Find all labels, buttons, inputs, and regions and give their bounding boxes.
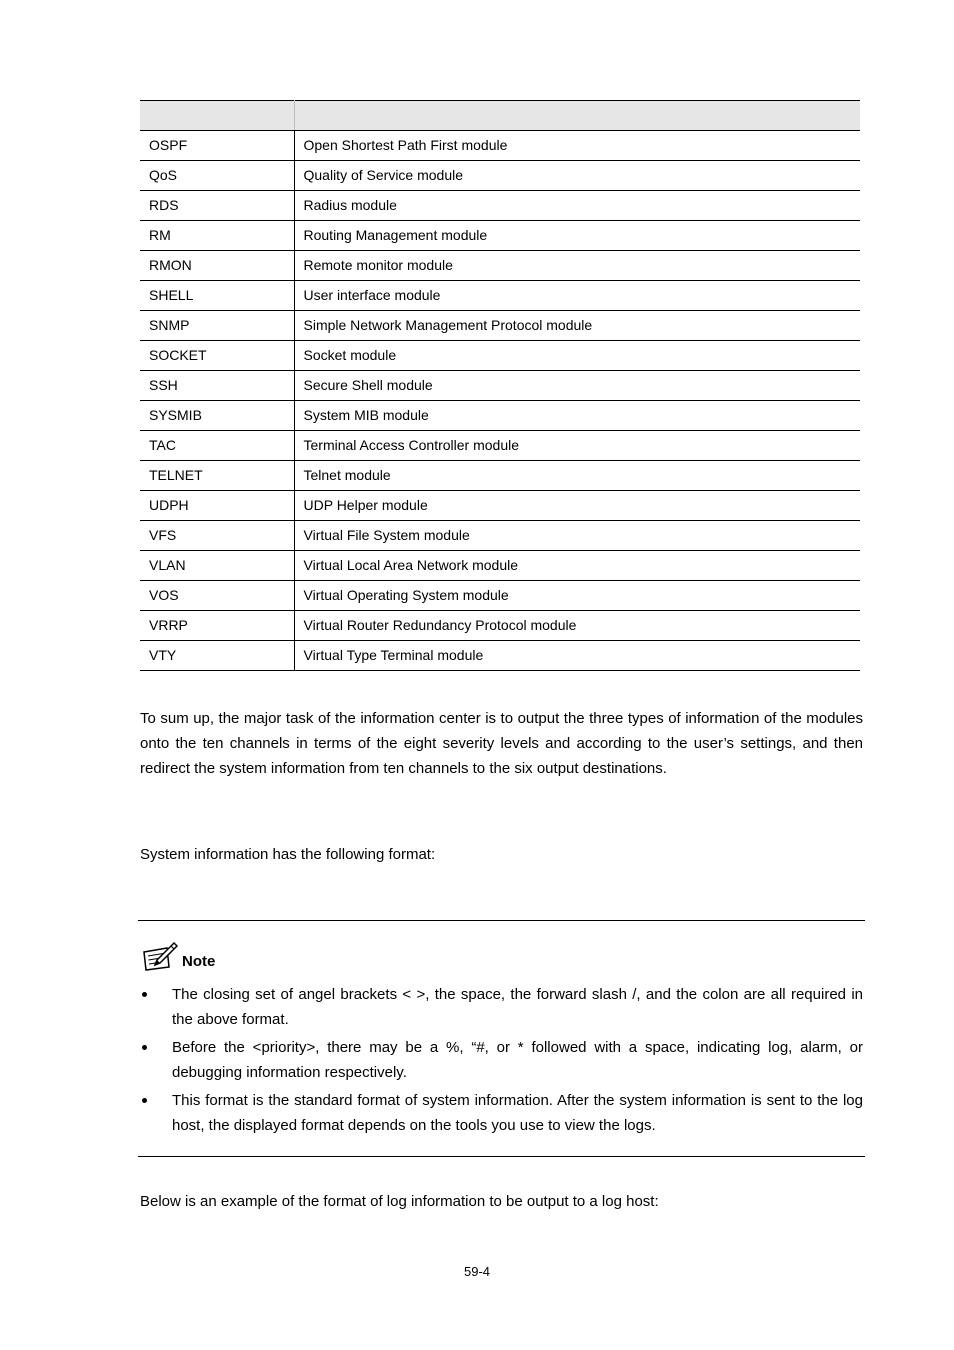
note-list	[140, 982, 863, 1141]
module-description-cell: Virtual Local Area Network module	[294, 551, 860, 581]
module-description-cell: Routing Management module	[294, 221, 860, 251]
bullet-icon	[142, 1045, 147, 1050]
table-row	[140, 281, 860, 311]
note-header	[141, 938, 215, 972]
summary-paragraph: To sum up, the major task of the information center is to output the three types of information of the modules onto the ten channels in terms of the eight severity levels and according to the user’s settings, and then redirect the system information from ten channels to the six output destinations.	[140, 710, 863, 777]
note-top-divider	[138, 920, 865, 921]
table-row	[140, 491, 860, 521]
note-item-text: Before the <priority>, there may be a %, “#, or * followed with a space, indicating log, alarm, or debugging information respectively.	[172, 1039, 863, 1081]
module-name-cell: RDS	[140, 191, 294, 221]
module-name-cell: RMON	[140, 251, 294, 281]
bullet-icon	[142, 992, 147, 997]
table-row	[140, 341, 860, 371]
module-description-cell: Virtual Operating System module	[294, 581, 860, 611]
module-description-cell: System MIB module	[294, 401, 860, 431]
table-header-description	[294, 101, 860, 131]
module-description-cell: User interface module	[294, 281, 860, 311]
module-name-cell: TAC	[140, 431, 294, 461]
table-header-row	[140, 101, 860, 131]
note-item	[140, 1035, 863, 1085]
table-row	[140, 551, 860, 581]
table-row	[140, 431, 860, 461]
module-name-cell: VLAN	[140, 551, 294, 581]
module-name-cell: SYSMIB	[140, 401, 294, 431]
module-description-cell: Simple Network Management Protocol module	[294, 311, 860, 341]
module-name-cell: SNMP	[140, 311, 294, 341]
module-name-cell: VFS	[140, 521, 294, 551]
module-description-cell: Virtual File System module	[294, 521, 860, 551]
module-description-cell: Remote monitor module	[294, 251, 860, 281]
module-description-cell: Secure Shell module	[294, 371, 860, 401]
module-description-cell: Telnet module	[294, 461, 860, 491]
table-header-module	[140, 101, 294, 131]
module-description-cell: Virtual Type Terminal module	[294, 641, 860, 671]
module-table	[140, 100, 860, 671]
table-row	[140, 131, 860, 161]
bullet-icon	[142, 1098, 147, 1103]
module-description-cell: Virtual Router Redundancy Protocol module	[294, 611, 860, 641]
note-pencil-icon	[141, 940, 179, 972]
module-name-cell: SHELL	[140, 281, 294, 311]
table-row	[140, 521, 860, 551]
table-row	[140, 641, 860, 671]
table-row	[140, 611, 860, 641]
module-name-cell: SOCKET	[140, 341, 294, 371]
table-row	[140, 251, 860, 281]
page-number: 59-4	[463, 1264, 491, 1279]
module-description-cell: Open Shortest Path First module	[294, 131, 860, 161]
table-body	[140, 131, 860, 671]
note-label: Note	[182, 953, 216, 970]
table-row	[140, 311, 860, 341]
module-name-cell: OSPF	[140, 131, 294, 161]
format-intro: System information has the following format:	[140, 846, 436, 863]
module-name-cell: RM	[140, 221, 294, 251]
note-item	[140, 982, 863, 1032]
table-row	[140, 161, 860, 191]
module-name-cell: SSH	[140, 371, 294, 401]
module-name-cell: TELNET	[140, 461, 294, 491]
module-description-cell: Terminal Access Controller module	[294, 431, 860, 461]
table-row	[140, 401, 860, 431]
module-description-cell: UDP Helper module	[294, 491, 860, 521]
table-row	[140, 221, 860, 251]
module-name-cell: VRRP	[140, 611, 294, 641]
table-row	[140, 461, 860, 491]
note-item-text: This format is the standard format of system information. After the system information is sent to the log host, the displayed format depends on the tools you use to view the logs.	[172, 1092, 863, 1134]
module-name-cell: VOS	[140, 581, 294, 611]
note-item-text: The closing set of angel brackets < >, the space, the forward slash /, and the colon are all required in the above format.	[172, 986, 863, 1028]
module-description-cell: Radius module	[294, 191, 860, 221]
module-name-cell: QoS	[140, 161, 294, 191]
table-row	[140, 371, 860, 401]
module-name-cell: VTY	[140, 641, 294, 671]
table-row	[140, 191, 860, 221]
module-description-cell: Quality of Service module	[294, 161, 860, 191]
table-row	[140, 581, 860, 611]
note-item	[140, 1088, 863, 1138]
module-name-cell: UDPH	[140, 491, 294, 521]
module-description-cell: Socket module	[294, 341, 860, 371]
example-intro: Below is an example of the format of log information to be output to a log host:	[140, 1193, 659, 1210]
note-bottom-divider	[138, 1156, 865, 1157]
